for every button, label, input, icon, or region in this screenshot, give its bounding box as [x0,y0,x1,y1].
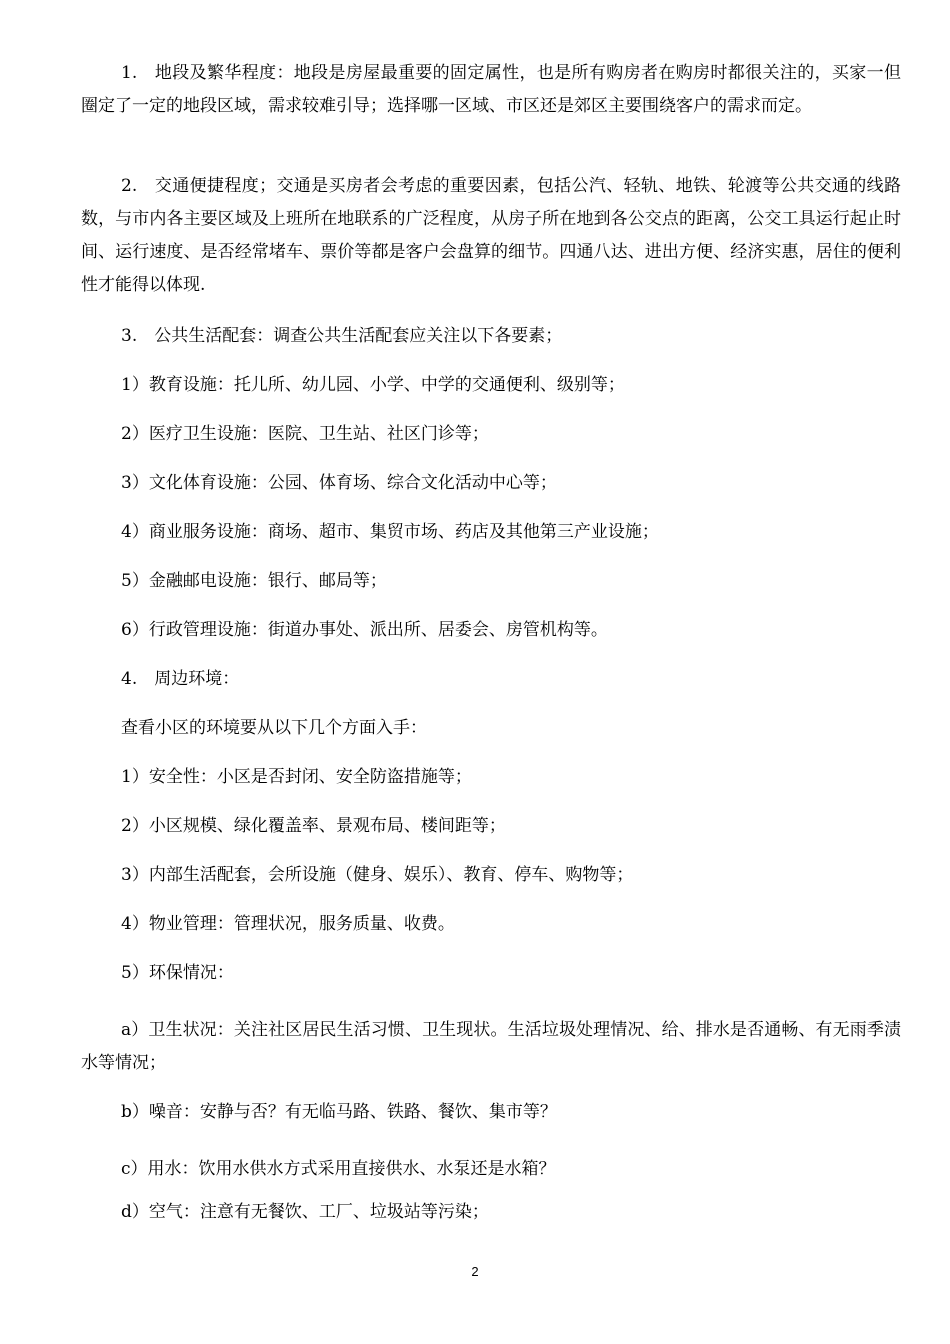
paragraph-community-intro: 查看小区的环境要从以下几个方面入手： [121,718,427,738]
list-item-finance-post: 5）金融邮电设施：银行、邮局等； [121,571,387,591]
paragraph-location: 1. 地段及繁华程度：地段是房屋最重要的固定属性，也是所有购房者在购房时都很关注的，买家一但圈定了一定的地段区域，需求较难引导；选择哪一区域、市区还是郊区主要围绕客户的需求而定。 [81,63,901,116]
list-item-medical: 2）医疗卫生设施：医院、卫生站、社区门诊等； [121,424,489,444]
list-item-culture-sports: 3）文化体育设施：公园、体育场、综合文化活动中心等； [121,473,557,493]
list-item-commercial: 4）商业服务设施：商场、超市、集贸市场、药店及其他第三产业设施； [121,522,659,542]
sub-item-air: d）空气：注意有无餐饮、工厂、垃圾站等污染； [121,1202,489,1222]
paragraph-surroundings: 4. 周边环境： [121,669,240,689]
page-number: 2 [471,1264,479,1279]
sub-item-hygiene: a）卫生状况：关注社区居民生活习惯、卫生现状。生活垃圾处理情况、给、排水是否通畅、有无雨季渍水等情况； [81,1020,901,1073]
list-item-safety: 1）安全性：小区是否封闭、安全防盗措施等； [121,767,472,787]
list-item-administration: 6）行政管理设施：街道办事处、派出所、居委会、房管机构等。 [121,620,608,640]
list-item-scale-greenery: 2）小区规模、绿化覆盖率、景观布局、楼间距等； [121,816,506,836]
list-item-education: 1）教育设施：托儿所、幼儿园、小学、中学的交通便利、级别等； [121,375,625,395]
list-item-environment: 5）环保情况： [121,963,234,983]
sub-item-water: c）用水：饮用水供水方式采用直接供水、水泵还是水箱？ [121,1159,556,1179]
paragraph-transportation: 2. 交通便捷程度；交通是买房者会考虑的重要因素，包括公汽、轻轨、地铁、轮渡等公共交通的线路数，与市内各主要区域及上班所在地联系的广泛程度，从房子所在地到各公交点的距离，公交工具运行起止时间、运行速度、是否经常堵车、票价等都是客户会盘算的细节。四通八达、进出方便、经济实惠，居住的便利性才能得以体现. [81,176,901,295]
list-item-property-management: 4）物业管理：管理状况，服务质量、收费。 [121,914,455,934]
list-item-internal-amenities: 3）内部生活配套，会所设施（健身、娱乐）、教育、停车、购物等； [121,865,634,885]
sub-item-noise: b）噪音：安静与否？有无临马路、铁路、餐饮、集市等？ [121,1102,557,1122]
paragraph-public-facilities: 3. 公共生活配套：调查公共生活配套应关注以下各要素； [121,326,563,346]
